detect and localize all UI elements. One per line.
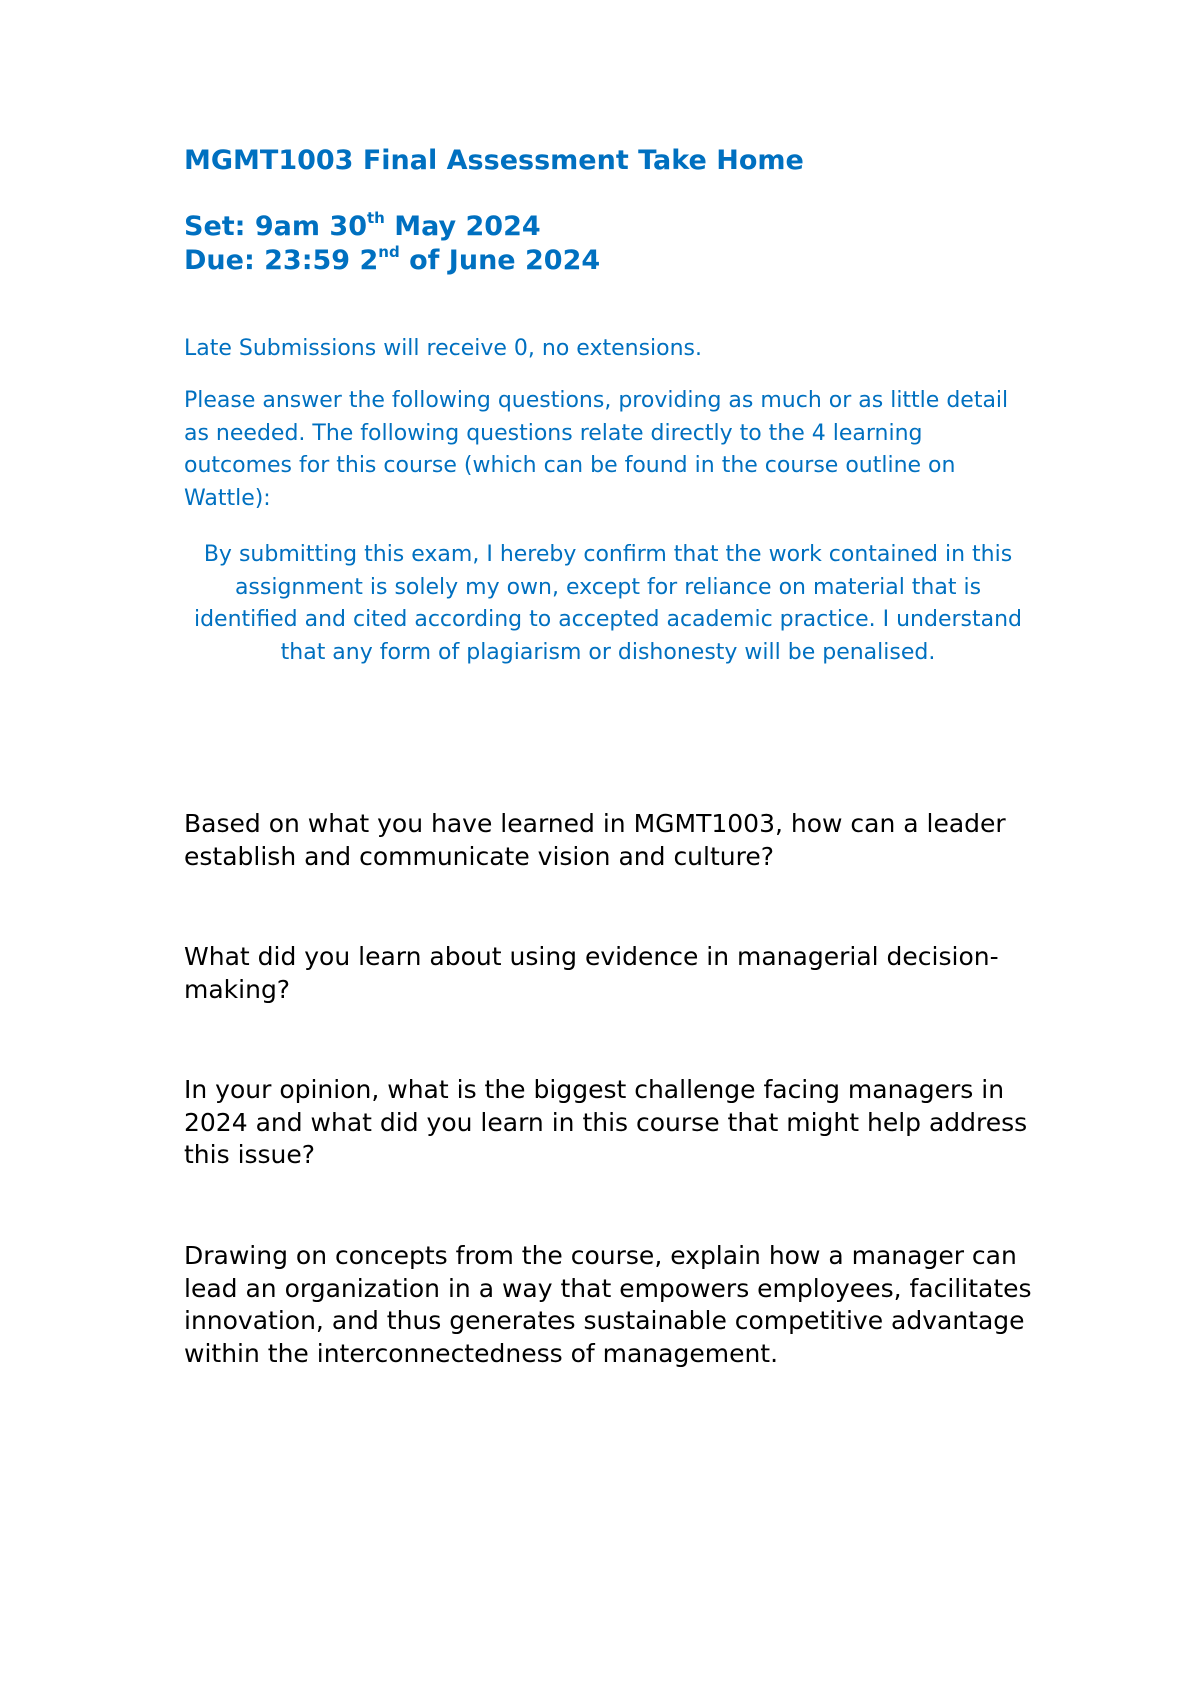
academic-integrity-declaration: By submitting this exam, I hereby confirm that the work contained in this assignment is solely my own, except for reliance on material that is identified and cited according to accepted academic practice. I understand that any form of plagiarism or dishonesty will be penalised. [193, 542, 1023, 665]
document-title: MGMT1003 Final Assessment Take Home [184, 145, 804, 176]
question-1: Based on what you have learned in MGMT1003, how can a leader establish and communicate vision and culture? [184, 809, 1006, 871]
set-date: Set: 9am 30th May 2024 [184, 209, 541, 242]
assessment-dates [184, 210, 600, 278]
question-4: Drawing on concepts from the course, explain how a manager can lead an organization in a way that empowers employees, facilitates innovation, and thus generates sustainable competitive advantage within the interconnectedness of management. [184, 1241, 1032, 1368]
late-submission-notice: Late Submissions will receive 0, no extensions. [184, 336, 702, 361]
instructions-paragraph: Please answer the following questions, providing as much or as little detail as needed. The following questions relate directly to the 4 learning outcomes for this course (which can be found in the course outline on Wattle): [184, 388, 1009, 511]
question-3: In your opinion, what is the biggest challenge facing managers in 2024 and what did you learn in this course that might help address this issue? [184, 1075, 1028, 1169]
question-2: What did you learn about using evidence in managerial decision-making? [184, 942, 999, 1004]
due-date: Due: 23:59 2nd of June 2024 [184, 243, 601, 276]
